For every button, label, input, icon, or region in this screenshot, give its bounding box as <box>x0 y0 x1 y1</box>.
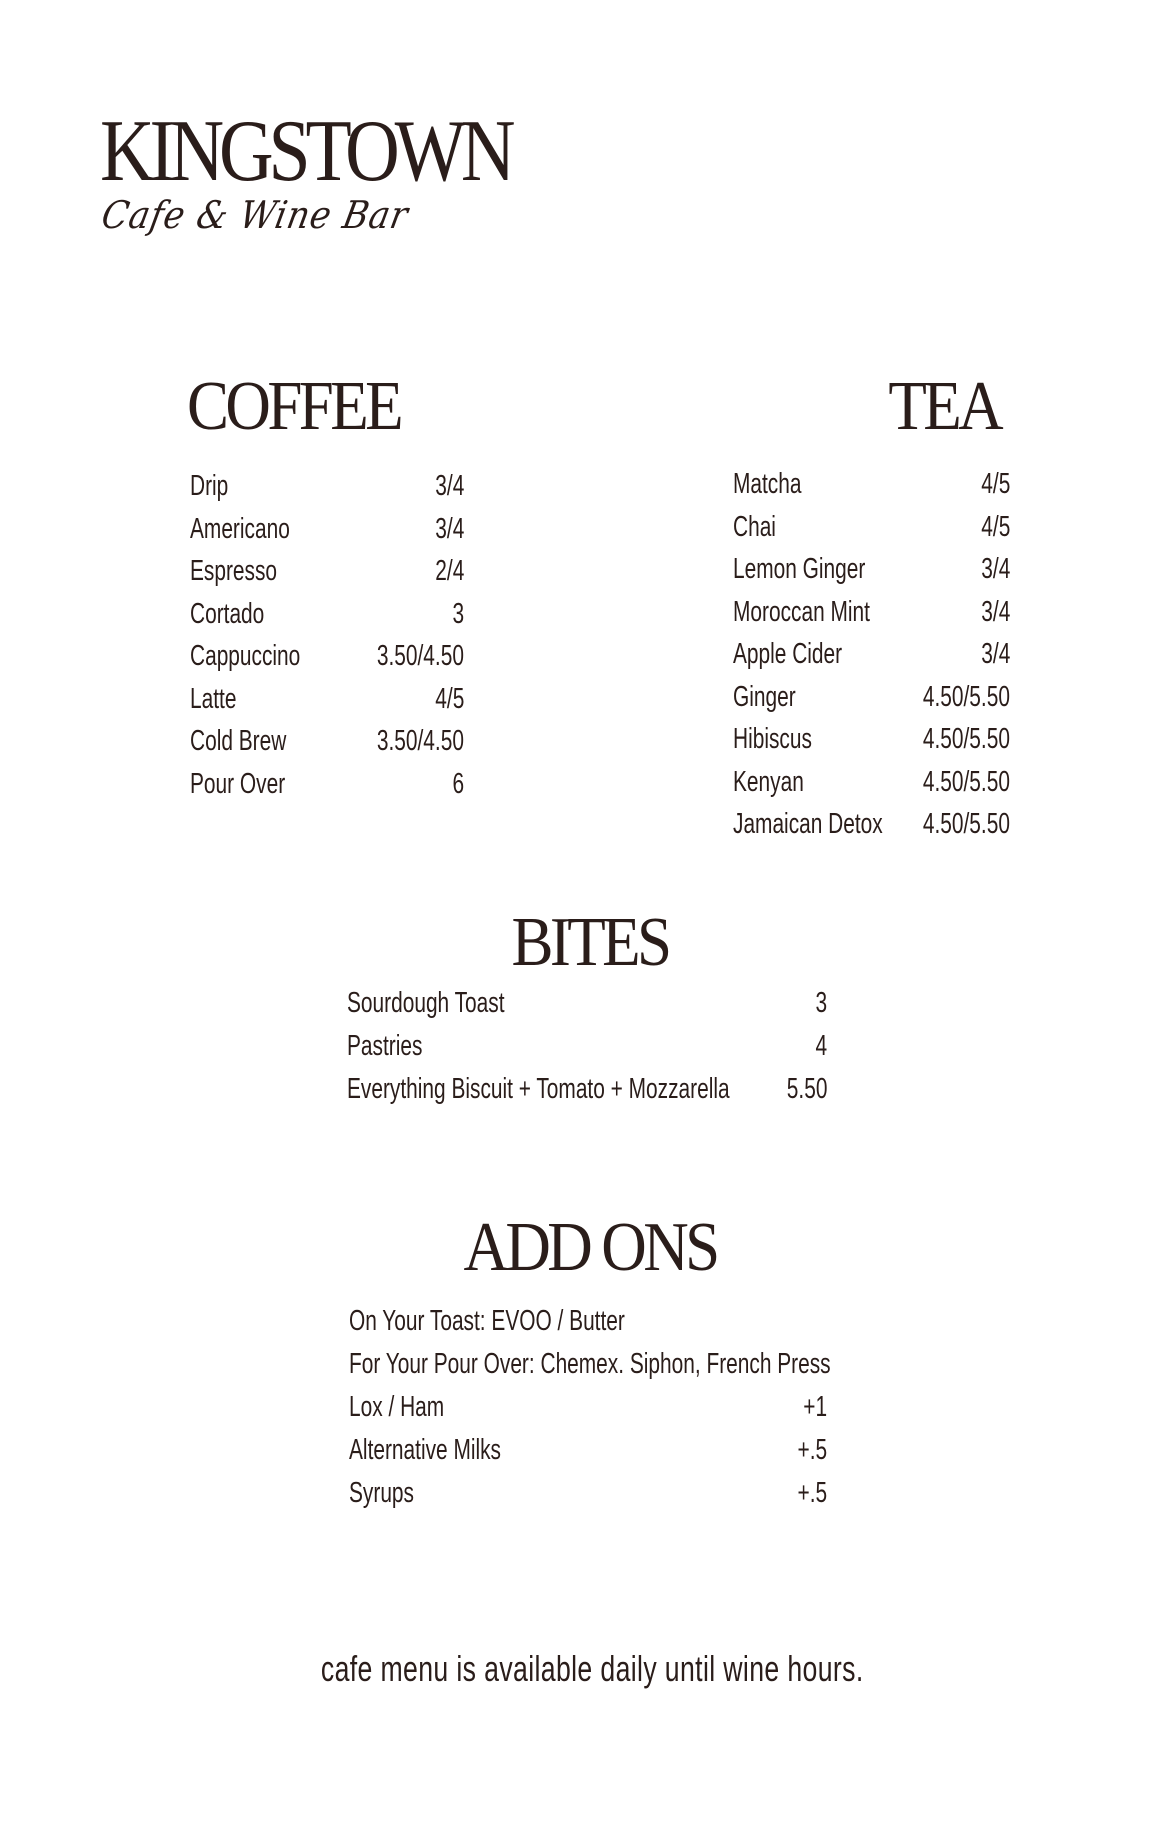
coffee-item <box>190 638 464 674</box>
item-price: 3/4 <box>980 638 1010 670</box>
item-name: Lemon Ginger <box>733 553 866 585</box>
brand-name: KINGSTOWN <box>100 103 511 200</box>
item-name: Latte <box>190 682 237 715</box>
item-price: 4/5 <box>980 510 1010 543</box>
item-price: 3/4 <box>434 470 464 502</box>
addons-item <box>349 1346 831 1382</box>
item-name: Cappuccino <box>190 640 301 672</box>
item-name: Apple Cider <box>733 638 843 670</box>
item-name: Sourdough Toast <box>347 987 505 1019</box>
item-name: On Your Toast: EVOO / Butter <box>349 1305 625 1337</box>
item-name: Pastries <box>347 1030 423 1062</box>
bites-item <box>347 1071 827 1107</box>
tea-item <box>733 466 1010 502</box>
item-price: 3/4 <box>434 512 464 545</box>
tea-item <box>733 551 1010 587</box>
item-price: 4.50/5.50 <box>922 765 1010 798</box>
item-price: 5.50 <box>786 1073 827 1105</box>
item-price: 4/5 <box>980 468 1010 500</box>
coffee-item <box>190 596 464 632</box>
item-name: Syrups <box>349 1477 414 1509</box>
item-price: +.5 <box>797 1434 827 1466</box>
item-price: 4 <box>815 1030 827 1062</box>
addons-item <box>349 1432 827 1468</box>
brand-tagline: Cafe & Wine Bar <box>98 193 413 237</box>
addons-heading: ADD ONS <box>463 1209 717 1286</box>
addons-item <box>349 1475 827 1511</box>
coffee-item <box>190 468 464 504</box>
item-price: 4.50/5.50 <box>922 723 1010 755</box>
tea-item <box>733 509 1010 545</box>
tea-item <box>733 636 1010 672</box>
item-price: 4.50/5.50 <box>922 680 1010 713</box>
tea-item <box>733 721 1010 757</box>
bites-item <box>347 985 827 1021</box>
item-name: Everything Biscuit + Tomato + Mozzarella <box>347 1073 730 1105</box>
item-name: Cortado <box>190 597 265 630</box>
item-price: 3/4 <box>980 553 1010 585</box>
coffee-item <box>190 723 464 759</box>
item-name: Chai <box>733 510 776 543</box>
item-name: Alternative Milks <box>349 1434 502 1466</box>
item-price: 4.50/5.50 <box>922 808 1010 840</box>
coffee-item <box>190 511 464 547</box>
item-price: 6 <box>452 767 464 800</box>
item-price: 3 <box>452 597 464 630</box>
item-name: Espresso <box>190 555 278 587</box>
item-name: Kenyan <box>733 765 804 798</box>
bites-item <box>347 1028 827 1064</box>
item-name: Lox / Ham <box>349 1391 445 1423</box>
coffee-item <box>190 553 464 589</box>
tea-item <box>733 806 1010 842</box>
availability-note: cafe menu is available daily until wine hours. <box>320 1648 864 1689</box>
tea-item <box>733 679 1010 715</box>
item-name: Moroccan Mint <box>733 595 870 628</box>
item-name: Hibiscus <box>733 723 812 755</box>
item-price: +.5 <box>797 1477 827 1509</box>
tea-item <box>733 594 1010 630</box>
item-price: 3.50/4.50 <box>376 725 464 757</box>
item-name: Drip <box>190 470 229 502</box>
item-price: 3 <box>815 987 827 1019</box>
coffee-item <box>190 681 464 717</box>
item-name: Ginger <box>733 680 796 713</box>
tea-heading: TEA <box>888 368 1000 445</box>
addons-item <box>349 1303 827 1339</box>
item-price: 3.50/4.50 <box>376 640 464 672</box>
item-name: Americano <box>190 512 290 545</box>
bites-heading: BITES <box>511 904 669 981</box>
coffee-heading: COFFEE <box>187 368 400 445</box>
item-name: For Your Pour Over: Chemex. Siphon, French Press <box>349 1348 831 1380</box>
item-price: 4/5 <box>434 682 464 715</box>
item-price: 3/4 <box>980 595 1010 628</box>
item-name: Cold Brew <box>190 725 287 757</box>
item-price: 2/4 <box>434 555 464 587</box>
tea-item <box>733 764 1010 800</box>
coffee-item <box>190 766 464 802</box>
item-name: Jamaican Detox <box>733 808 883 840</box>
item-name: Matcha <box>733 468 802 500</box>
brand-logo <box>98 103 520 258</box>
item-name: Pour Over <box>190 767 286 800</box>
addons-item <box>349 1389 827 1425</box>
item-price: +1 <box>803 1391 827 1423</box>
